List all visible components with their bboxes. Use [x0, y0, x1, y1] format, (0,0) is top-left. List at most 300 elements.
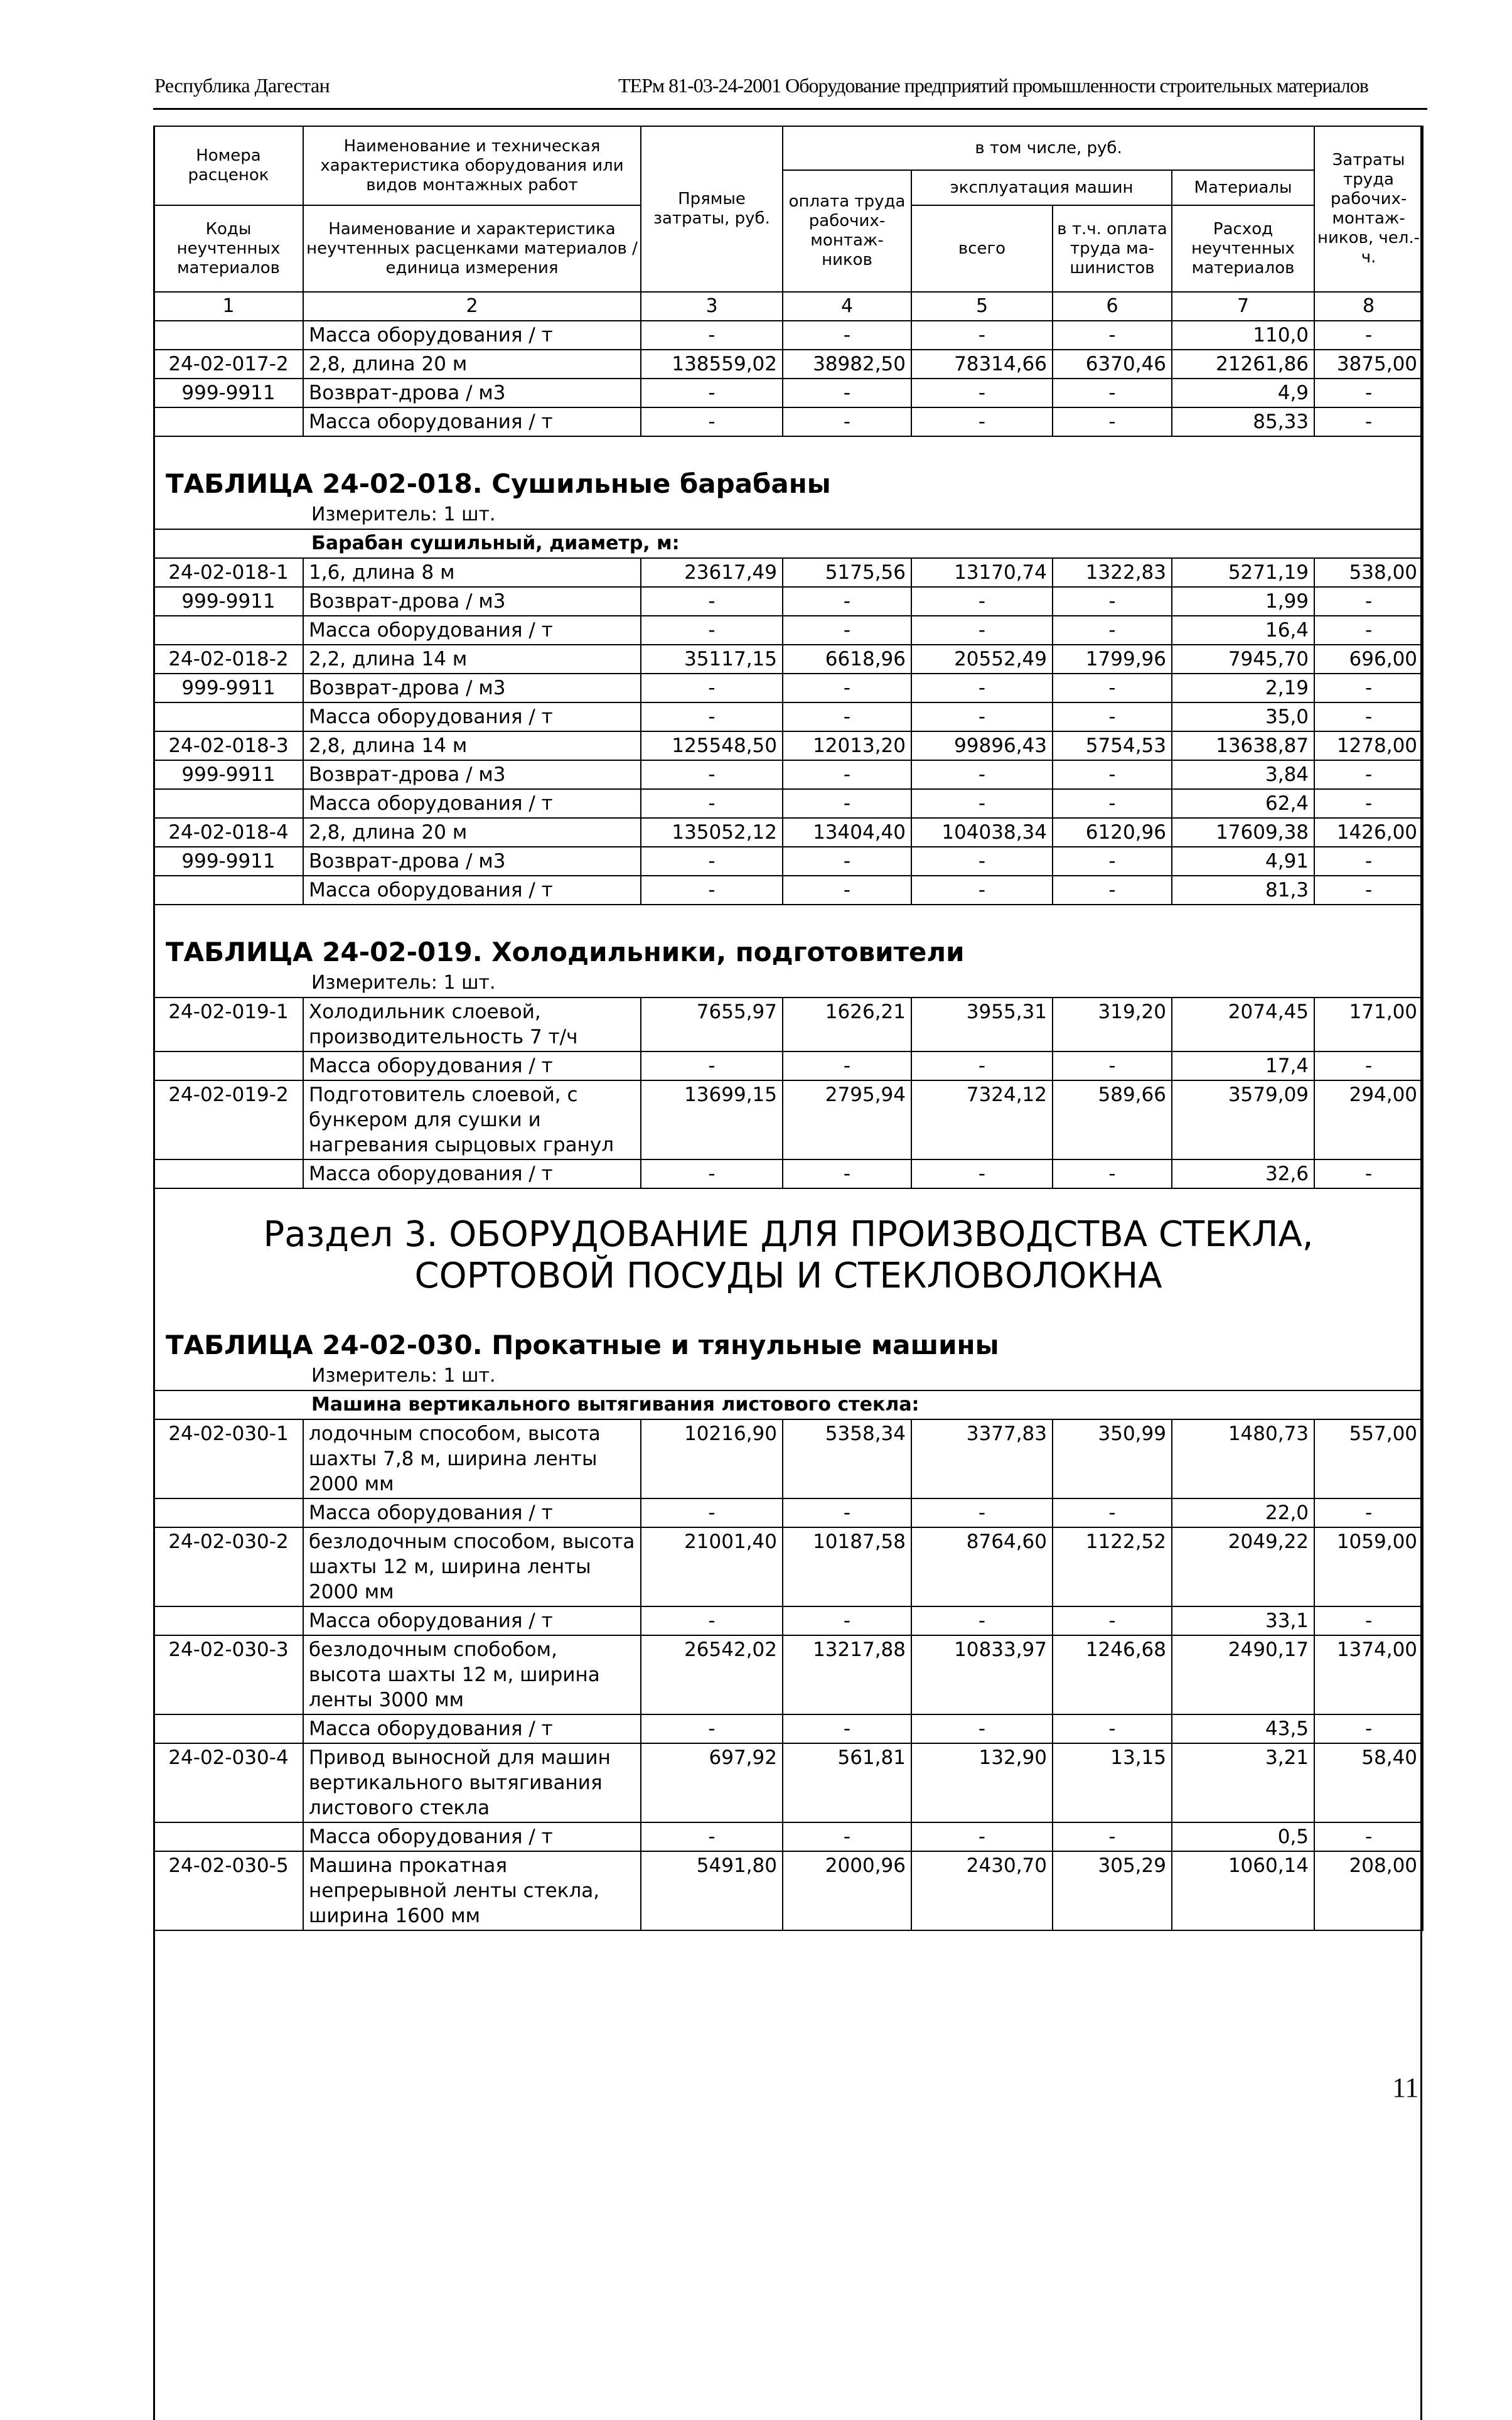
- value-cell: 13170,74: [911, 558, 1053, 587]
- value-cell: 33,1: [1172, 1606, 1314, 1635]
- value-cell: -: [1314, 674, 1423, 702]
- table-row: [154, 1498, 1423, 1527]
- measure-unit-030-row: [154, 1362, 1423, 1390]
- table-row: [154, 616, 1423, 645]
- subhead-row-030: [154, 1390, 1423, 1419]
- table-row: [154, 731, 1423, 760]
- value-cell: 23617,49: [641, 558, 783, 587]
- value-cell: 10187,58: [783, 1527, 911, 1606]
- measure-unit-018-row: [154, 501, 1423, 529]
- value-cell: 3875,00: [1314, 350, 1423, 379]
- value-cell: -: [911, 876, 1053, 905]
- value-cell: 8764,60: [911, 1527, 1053, 1606]
- value-cell: 3,84: [1172, 760, 1314, 789]
- item-name: Возврат-дрова / м3: [303, 847, 641, 876]
- value-cell: -: [911, 702, 1053, 731]
- rate-code: [154, 616, 303, 645]
- column-number: 5: [911, 292, 1053, 321]
- item-name: Масса оборудования / т: [303, 407, 641, 436]
- col-head-codes-bottom: Коды неучтенных материалов: [154, 205, 303, 292]
- rate-code: 24-02-018-1: [154, 558, 303, 587]
- value-cell: 21261,86: [1172, 350, 1314, 379]
- column-numbers-row: [154, 292, 1423, 321]
- value-cell: -: [1053, 674, 1172, 702]
- table-row: [154, 998, 1423, 1051]
- value-cell: 78314,66: [911, 350, 1053, 379]
- item-name: Масса оборудования / т: [303, 1498, 641, 1527]
- col-head-materials-consumption: Расход неучтенных материалов: [1172, 205, 1314, 292]
- value-cell: -: [1053, 702, 1172, 731]
- measure-unit-019-row: [154, 969, 1423, 998]
- value-cell: 1246,68: [1053, 1635, 1172, 1714]
- table-row: [154, 702, 1423, 731]
- table-row: [154, 1527, 1423, 1606]
- value-cell: -: [641, 674, 783, 702]
- col-head-name-top: Наименование и техническая характеристика оборудования или видов монтажных работ: [303, 126, 641, 205]
- value-cell: -: [783, 1606, 911, 1635]
- rate-code: 999-9911: [154, 587, 303, 616]
- value-cell: 3,21: [1172, 1743, 1314, 1822]
- rate-code: 999-9911: [154, 760, 303, 789]
- rate-code: 24-02-019-1: [154, 998, 303, 1051]
- table-row: [154, 587, 1423, 616]
- value-cell: -: [641, 1051, 783, 1080]
- value-cell: 1122,52: [1053, 1527, 1172, 1606]
- value-cell: 13638,87: [1172, 731, 1314, 760]
- value-cell: 10833,97: [911, 1635, 1053, 1714]
- column-number: 1: [154, 292, 303, 321]
- value-cell: 2,19: [1172, 674, 1314, 702]
- rate-code: 24-02-030-5: [154, 1851, 303, 1930]
- rate-code: 999-9911: [154, 847, 303, 876]
- item-name: безлодочным спобобом, высота шахты 12 м, ширина ленты 3000 мм: [303, 1635, 641, 1714]
- value-cell: -: [641, 587, 783, 616]
- value-cell: -: [1314, 1051, 1423, 1080]
- value-cell: -: [641, 702, 783, 731]
- value-cell: -: [641, 407, 783, 436]
- item-name: Машина прокатная непрерывной ленты стекла, ширина 1600 мм: [303, 1851, 641, 1930]
- table-row: [154, 1051, 1423, 1080]
- value-cell: -: [1053, 789, 1172, 818]
- value-cell: -: [783, 407, 911, 436]
- value-cell: -: [1053, 321, 1172, 350]
- col-head-including: в том числе, руб.: [783, 126, 1314, 170]
- value-cell: 350,99: [1053, 1419, 1172, 1498]
- table-title-018-row: [154, 436, 1423, 501]
- value-cell: -: [911, 789, 1053, 818]
- value-cell: 132,90: [911, 1743, 1053, 1822]
- value-cell: 10216,90: [641, 1419, 783, 1498]
- measure-unit-019: Измеритель: 1 шт.: [154, 969, 1423, 998]
- value-cell: 1426,00: [1314, 818, 1423, 847]
- value-cell: 561,81: [783, 1743, 911, 1822]
- value-cell: 135052,12: [641, 818, 783, 847]
- table-row: [154, 407, 1423, 436]
- value-cell: 2430,70: [911, 1851, 1053, 1930]
- col-head-labor: Затраты труда рабочих-монтаж-ников, чел.-ч.: [1314, 126, 1423, 292]
- rate-code: 24-02-018-3: [154, 731, 303, 760]
- value-cell: -: [1314, 1159, 1423, 1188]
- table-row: [154, 1606, 1423, 1635]
- value-cell: -: [1053, 407, 1172, 436]
- item-name: безлодочным способом, высота шахты 12 м, ширина ленты 2000 мм: [303, 1527, 641, 1606]
- value-cell: -: [783, 702, 911, 731]
- value-cell: 1278,00: [1314, 731, 1423, 760]
- column-number: 7: [1172, 292, 1314, 321]
- value-cell: 104038,34: [911, 818, 1053, 847]
- value-cell: -: [1053, 760, 1172, 789]
- value-cell: -: [911, 616, 1053, 645]
- item-name: Возврат-дрова / м3: [303, 379, 641, 407]
- value-cell: 1480,73: [1172, 1419, 1314, 1498]
- value-cell: -: [1053, 1714, 1172, 1743]
- value-cell: 32,6: [1172, 1159, 1314, 1188]
- value-cell: -: [911, 847, 1053, 876]
- column-number: 8: [1314, 292, 1423, 321]
- value-cell: 171,00: [1314, 998, 1423, 1051]
- value-cell: -: [783, 321, 911, 350]
- value-cell: -: [641, 321, 783, 350]
- item-name: Возврат-дрова / м3: [303, 674, 641, 702]
- item-name: Масса оборудования / т: [303, 1714, 641, 1743]
- rate-code: [154, 702, 303, 731]
- value-cell: -: [1053, 1159, 1172, 1188]
- value-cell: 2490,17: [1172, 1635, 1314, 1714]
- table-title-030-row: [154, 1298, 1423, 1362]
- value-cell: 125548,50: [641, 731, 783, 760]
- rate-code: [154, 1606, 303, 1635]
- value-cell: 538,00: [1314, 558, 1423, 587]
- value-cell: 13404,40: [783, 818, 911, 847]
- rate-code: 24-02-018-4: [154, 818, 303, 847]
- rate-code: [154, 789, 303, 818]
- rate-code: 24-02-030-3: [154, 1635, 303, 1714]
- section-heading-3: Раздел 3. ОБОРУДОВАНИЕ ДЛЯ ПРОИЗВОДСТВА СТЕКЛА, СОРТОВОЙ ПОСУДЫ И СТЕКЛОВОЛОКНА: [154, 1188, 1423, 1298]
- running-header-left: Республика Дагестан: [154, 74, 330, 97]
- value-cell: -: [1314, 1714, 1423, 1743]
- value-cell: 1060,14: [1172, 1851, 1314, 1930]
- value-cell: -: [1314, 1498, 1423, 1527]
- rate-code: [154, 1159, 303, 1188]
- value-cell: -: [641, 847, 783, 876]
- value-cell: -: [911, 587, 1053, 616]
- value-cell: 5358,34: [783, 1419, 911, 1498]
- value-cell: 3955,31: [911, 998, 1053, 1051]
- value-cell: 35,0: [1172, 702, 1314, 731]
- rate-code: 24-02-018-2: [154, 645, 303, 674]
- table-row: [154, 847, 1423, 876]
- value-cell: 697,92: [641, 1743, 783, 1822]
- value-cell: 2795,94: [783, 1080, 911, 1159]
- item-name: Масса оборудования / т: [303, 321, 641, 350]
- value-cell: 1799,96: [1053, 645, 1172, 674]
- table-row: [154, 760, 1423, 789]
- value-cell: -: [1314, 847, 1423, 876]
- value-cell: 16,4: [1172, 616, 1314, 645]
- value-cell: -: [1053, 1051, 1172, 1080]
- frame-right-rule: [1420, 126, 1422, 2420]
- table-row: [154, 818, 1423, 847]
- value-cell: 5491,80: [641, 1851, 783, 1930]
- table-row: [154, 789, 1423, 818]
- col-head-machinist-wages: в т.ч. оплата труда ма-шинистов: [1053, 205, 1172, 292]
- value-cell: -: [641, 1714, 783, 1743]
- value-cell: 208,00: [1314, 1851, 1423, 1930]
- rate-code: 999-9911: [154, 379, 303, 407]
- value-cell: 85,33: [1172, 407, 1314, 436]
- value-cell: -: [783, 789, 911, 818]
- value-cell: 5271,19: [1172, 558, 1314, 587]
- value-cell: 110,0: [1172, 321, 1314, 350]
- value-cell: 0,5: [1172, 1822, 1314, 1851]
- value-cell: 62,4: [1172, 789, 1314, 818]
- value-cell: -: [1314, 616, 1423, 645]
- rate-code: 999-9911: [154, 674, 303, 702]
- col-head-codes-top: Номера расценок: [154, 126, 303, 205]
- value-cell: -: [1314, 1822, 1423, 1851]
- item-name: Масса оборудования / т: [303, 616, 641, 645]
- table-row: [154, 1714, 1423, 1743]
- value-cell: -: [641, 1606, 783, 1635]
- col-head-machines-total: всего: [911, 205, 1053, 292]
- value-cell: -: [1314, 789, 1423, 818]
- table-title-030: ТАБЛИЦА 24-02-030. Прокатные и тянульные машины: [154, 1298, 1423, 1362]
- value-cell: -: [1314, 760, 1423, 789]
- value-cell: -: [641, 1159, 783, 1188]
- value-cell: -: [641, 789, 783, 818]
- value-cell: -: [911, 1498, 1053, 1527]
- value-cell: -: [1053, 587, 1172, 616]
- table-row: [154, 1159, 1423, 1188]
- value-cell: -: [783, 674, 911, 702]
- value-cell: 2000,96: [783, 1851, 911, 1930]
- value-cell: -: [1314, 379, 1423, 407]
- table-row: [154, 1743, 1423, 1822]
- value-cell: 21001,40: [641, 1527, 783, 1606]
- value-cell: 305,29: [1053, 1851, 1172, 1930]
- value-cell: 138559,02: [641, 350, 783, 379]
- value-cell: 58,40: [1314, 1743, 1423, 1822]
- item-name: Масса оборудования / т: [303, 1822, 641, 1851]
- column-number: 6: [1053, 292, 1172, 321]
- table-row: [154, 321, 1423, 350]
- value-cell: 81,3: [1172, 876, 1314, 905]
- col-head-machines: эксплуатация машин: [911, 170, 1172, 205]
- column-number: 4: [783, 292, 911, 321]
- value-cell: -: [1314, 407, 1423, 436]
- measure-unit-030: Измеритель: 1 шт.: [154, 1362, 1423, 1390]
- value-cell: 1322,83: [1053, 558, 1172, 587]
- value-cell: -: [1314, 1606, 1423, 1635]
- item-name: Масса оборудования / т: [303, 1051, 641, 1080]
- value-cell: 13217,88: [783, 1635, 911, 1714]
- item-name: Масса оборудования / т: [303, 1606, 641, 1635]
- col-head-materials: Материалы: [1172, 170, 1314, 205]
- value-cell: 6120,96: [1053, 818, 1172, 847]
- value-cell: -: [911, 407, 1053, 436]
- value-cell: 26542,02: [641, 1635, 783, 1714]
- value-cell: 43,5: [1172, 1714, 1314, 1743]
- value-cell: -: [783, 760, 911, 789]
- value-cell: -: [1314, 876, 1423, 905]
- table-title-018: ТАБЛИЦА 24-02-018. Сушильные барабаны: [154, 436, 1423, 501]
- value-cell: 13699,15: [641, 1080, 783, 1159]
- section-heading-3-row: [154, 1188, 1423, 1298]
- page-number: 11: [1392, 2072, 1419, 2103]
- value-cell: -: [1314, 702, 1423, 731]
- value-cell: -: [911, 674, 1053, 702]
- value-cell: 38982,50: [783, 350, 911, 379]
- value-cell: -: [911, 321, 1053, 350]
- rate-code: 24-02-030-1: [154, 1419, 303, 1498]
- value-cell: -: [911, 1714, 1053, 1743]
- item-name: 2,8, длина 20 м: [303, 350, 641, 379]
- value-cell: -: [641, 1498, 783, 1527]
- value-cell: 1626,21: [783, 998, 911, 1051]
- value-cell: -: [911, 1159, 1053, 1188]
- value-cell: 20552,49: [911, 645, 1053, 674]
- rate-code: [154, 876, 303, 905]
- value-cell: -: [783, 1714, 911, 1743]
- col-head-direct-costs: Прямые затраты, руб.: [641, 126, 783, 292]
- value-cell: -: [1053, 1606, 1172, 1635]
- column-number: 2: [303, 292, 641, 321]
- value-cell: -: [1053, 876, 1172, 905]
- value-cell: -: [911, 760, 1053, 789]
- running-header-right: ТЕРм 81-03-24-2001 Оборудование предприятий промышленности строительных материалов: [618, 74, 1368, 97]
- rate-code: [154, 1498, 303, 1527]
- value-cell: -: [783, 876, 911, 905]
- table-row: [154, 645, 1423, 674]
- value-cell: -: [1053, 379, 1172, 407]
- value-cell: 13,15: [1053, 1743, 1172, 1822]
- table-row: [154, 1419, 1423, 1498]
- header-rule: [153, 108, 1427, 110]
- value-cell: -: [641, 616, 783, 645]
- rate-code: 24-02-030-4: [154, 1743, 303, 1822]
- value-cell: -: [911, 1606, 1053, 1635]
- table-row: [154, 1822, 1423, 1851]
- subhead-018: Барабан сушильный, диаметр, м:: [154, 529, 1423, 558]
- rate-code: [154, 1051, 303, 1080]
- value-cell: 1,99: [1172, 587, 1314, 616]
- col-head-name-bottom: Наименование и характеристика неучтенных расценками материалов / единица измерения: [303, 205, 641, 292]
- rate-code: 24-02-019-2: [154, 1080, 303, 1159]
- value-cell: 696,00: [1314, 645, 1423, 674]
- rate-code: [154, 1714, 303, 1743]
- value-cell: -: [783, 1498, 911, 1527]
- value-cell: 7655,97: [641, 998, 783, 1051]
- value-cell: 557,00: [1314, 1419, 1423, 1498]
- value-cell: 1059,00: [1314, 1527, 1423, 1606]
- rates-table: [153, 126, 1424, 1931]
- value-cell: 7945,70: [1172, 645, 1314, 674]
- table-row: [154, 674, 1423, 702]
- value-cell: 3377,83: [911, 1419, 1053, 1498]
- value-cell: 22,0: [1172, 1498, 1314, 1527]
- value-cell: 2049,22: [1172, 1527, 1314, 1606]
- table-title-019: ТАБЛИЦА 24-02-019. Холодильники, подготовители: [154, 905, 1423, 969]
- rate-code: 24-02-017-2: [154, 350, 303, 379]
- table-row: [154, 379, 1423, 407]
- subhead-030: Машина вертикального вытягивания листового стекла:: [154, 1390, 1423, 1419]
- value-cell: 294,00: [1314, 1080, 1423, 1159]
- item-name: лодочным способом, высота шахты 7,8 м, ширина ленты 2000 мм: [303, 1419, 641, 1498]
- value-cell: 6618,96: [783, 645, 911, 674]
- item-name: 2,2, длина 14 м: [303, 645, 641, 674]
- value-cell: -: [641, 379, 783, 407]
- table-row: [154, 350, 1423, 379]
- value-cell: -: [641, 876, 783, 905]
- value-cell: -: [641, 760, 783, 789]
- item-name: 1,6, длина 8 м: [303, 558, 641, 587]
- value-cell: -: [783, 847, 911, 876]
- value-cell: -: [911, 1822, 1053, 1851]
- value-cell: 3579,09: [1172, 1080, 1314, 1159]
- value-cell: -: [783, 1822, 911, 1851]
- value-cell: 12013,20: [783, 731, 911, 760]
- item-name: Возврат-дрова / м3: [303, 760, 641, 789]
- value-cell: -: [1053, 1498, 1172, 1527]
- value-cell: -: [911, 1051, 1053, 1080]
- value-cell: 2074,45: [1172, 998, 1314, 1051]
- value-cell: 35117,15: [641, 645, 783, 674]
- value-cell: 4,9: [1172, 379, 1314, 407]
- item-name: 2,8, длина 14 м: [303, 731, 641, 760]
- value-cell: -: [783, 587, 911, 616]
- value-cell: 17,4: [1172, 1051, 1314, 1080]
- table-row: [154, 1635, 1423, 1714]
- rate-code: [154, 1822, 303, 1851]
- value-cell: -: [783, 1051, 911, 1080]
- table-row: [154, 876, 1423, 905]
- item-name: Масса оборудования / т: [303, 1159, 641, 1188]
- value-cell: -: [1053, 616, 1172, 645]
- value-cell: 7324,12: [911, 1080, 1053, 1159]
- table-row: [154, 1080, 1423, 1159]
- item-name: Холодильник слоевой, производительность 7 т/ч: [303, 998, 641, 1051]
- measure-unit-018: Измеритель: 1 шт.: [154, 501, 1423, 529]
- value-cell: 5754,53: [1053, 731, 1172, 760]
- frame-left-rule: [153, 126, 155, 2420]
- value-cell: -: [641, 1822, 783, 1851]
- rate-code: [154, 407, 303, 436]
- value-cell: -: [1314, 587, 1423, 616]
- value-cell: -: [1053, 847, 1172, 876]
- subhead-row-018: [154, 529, 1423, 558]
- value-cell: 6370,46: [1053, 350, 1172, 379]
- value-cell: 319,20: [1053, 998, 1172, 1051]
- value-cell: -: [1314, 321, 1423, 350]
- item-name: Возврат-дрова / м3: [303, 587, 641, 616]
- item-name: Масса оборудования / т: [303, 789, 641, 818]
- rate-code: 24-02-030-2: [154, 1527, 303, 1606]
- value-cell: -: [911, 379, 1053, 407]
- item-name: 2,8, длина 20 м: [303, 818, 641, 847]
- col-head-wages: оплата труда рабочих-монтаж-ников: [783, 170, 911, 292]
- value-cell: 17609,38: [1172, 818, 1314, 847]
- table-title-019-row: [154, 905, 1423, 969]
- value-cell: 589,66: [1053, 1080, 1172, 1159]
- rate-code: [154, 321, 303, 350]
- value-cell: 5175,56: [783, 558, 911, 587]
- item-name: Масса оборудования / т: [303, 876, 641, 905]
- value-cell: 99896,43: [911, 731, 1053, 760]
- table-row: [154, 1851, 1423, 1930]
- value-cell: 4,91: [1172, 847, 1314, 876]
- value-cell: 1374,00: [1314, 1635, 1423, 1714]
- item-name: Масса оборудования / т: [303, 702, 641, 731]
